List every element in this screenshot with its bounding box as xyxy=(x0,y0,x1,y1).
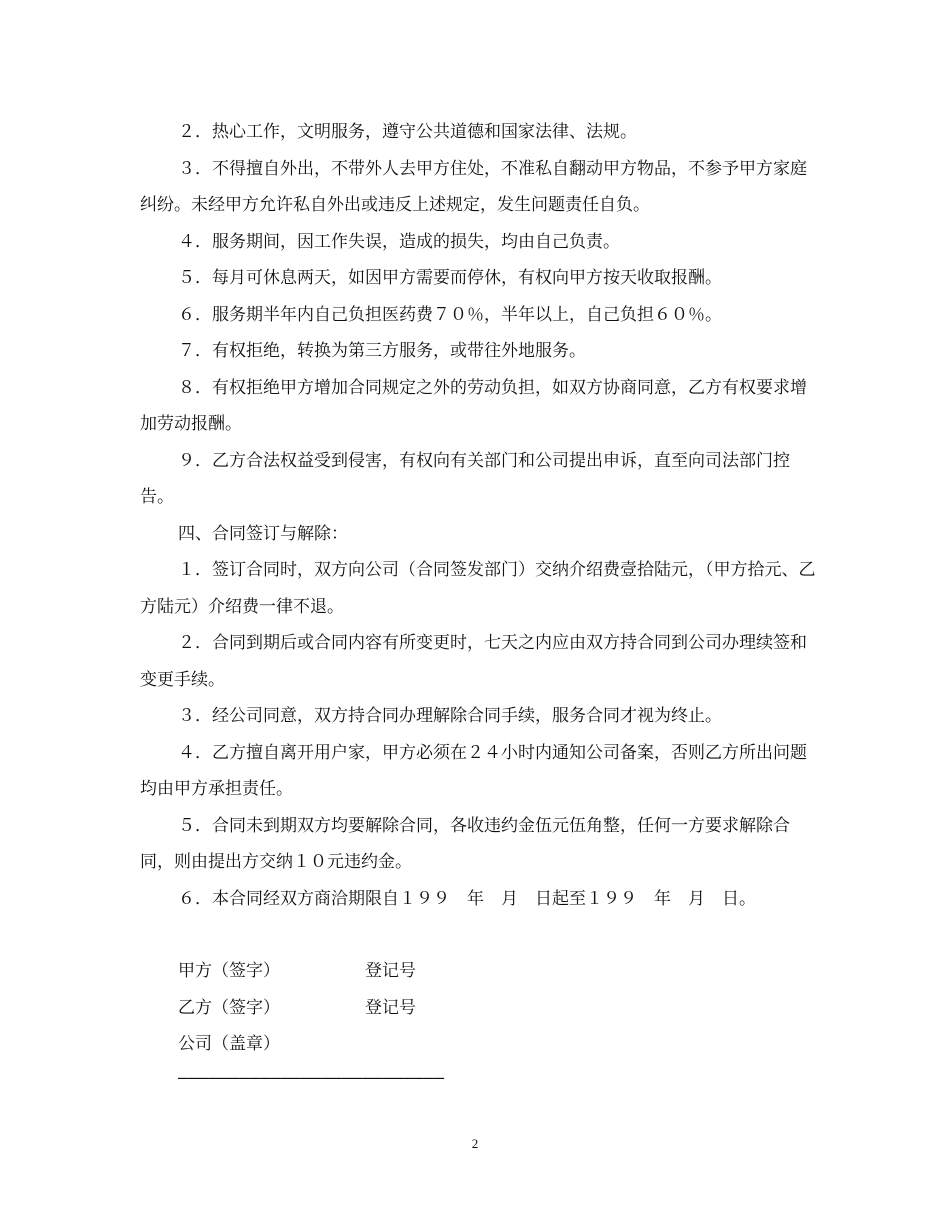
paragraph-item-5: ５．每月可休息两天，如因甲方需要而停休，有权向甲方按天收取报酬。 xyxy=(178,268,722,288)
party-a-signature-label: 甲方（签字） xyxy=(178,961,280,981)
signature-row-party-a xyxy=(178,953,820,990)
clause-item-2: ２．合同到期后或合同内容有所变更时，七天之内应由双方持合同到公司办理续签和变更手续。 xyxy=(140,633,807,690)
signature-row-party-b xyxy=(178,990,820,1027)
company-seal-label: 公司（盖章） xyxy=(178,1034,280,1054)
clause-item-5: ５．合同未到期双方均要解除合同，各收违约金伍元伍角整，任何一方要求解除合同，则由提出方交纳１０元违约金。 xyxy=(140,815,790,872)
signature-row-company xyxy=(178,1026,820,1063)
paragraph-item-2: ２．热心工作，文明服务，遵守公共道德和国家法律、法规。 xyxy=(178,122,637,142)
clause-item-6: ６．本合同经双方商洽期限自１９９ 年 月 日起至１９９ 年 月 日。 xyxy=(178,888,756,909)
signature-block xyxy=(178,953,820,1063)
paragraph-item-7: ７．有权拒绝，转换为第三方服务，或带往外地服务。 xyxy=(178,341,586,361)
dash-separator: —————————————————————————— xyxy=(178,1067,445,1088)
clause-item-4: ４．乙方擅自离开用户家，甲方必须在２４小时内通知公司备案，否则乙方所出问题均由甲方承担责任。 xyxy=(140,742,807,799)
blank-line xyxy=(140,917,820,953)
paragraph-item-3: ３．不得擅自外出，不带外人去甲方住处，不准私自翻动甲方物品，不参予甲方家庭纠纷。未经甲方允许私自外出或违反上述规定，发生问题责任自负。 xyxy=(140,158,807,215)
party-b-signature-label: 乙方（签字） xyxy=(178,997,280,1018)
clause-item-3: ３．经公司同意，双方持合同办理解除合同手续，服务合同才视为终止。 xyxy=(178,706,722,726)
section-heading: 四、合同签订与解除： xyxy=(178,523,348,544)
clause-item-1: １．签订合同时，双方向公司（合同签发部门）交纳介绍费壹拾陆元，（甲方拾元、乙方陆元）介绍费一律不退。 xyxy=(140,560,816,617)
paragraph-item-4: ４．服务期间，因工作失误，造成的损失，均由自己负责。 xyxy=(178,231,620,252)
party-b-registration-label: 登记号 xyxy=(365,997,416,1018)
page-number: 2 xyxy=(471,1136,479,1151)
party-a-registration-label: 登记号 xyxy=(365,961,416,981)
paragraph-item-9: ９．乙方合法权益受到侵害，有权向有关部门和公司提出申诉，直至向司法部门控告。 xyxy=(140,450,790,507)
paragraph-item-8: ８．有权拒绝甲方增加合同规定之外的劳动负担，如双方协商同意，乙方有权要求增加劳动报酬。 xyxy=(140,377,807,434)
paragraph-item-6: ６．服务期半年内自己负担医药费７０％，半年以上，自己负担６０％。 xyxy=(178,304,722,325)
document-body xyxy=(140,114,820,1093)
